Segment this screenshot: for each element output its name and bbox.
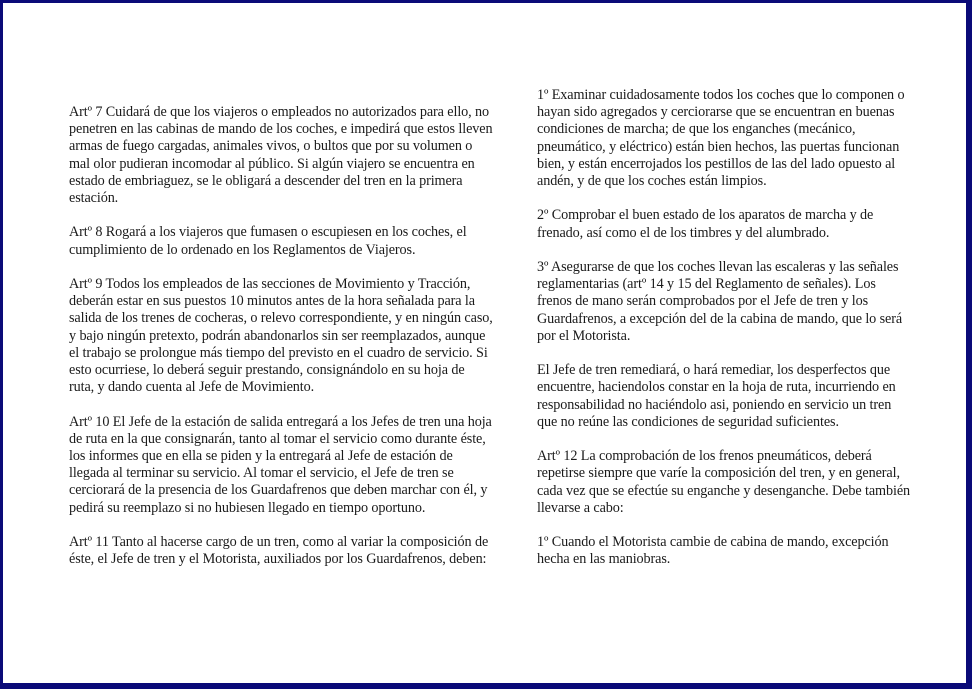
article-10-paragraph: Artº 10 El Jefe de la estación de salida entregará a los Jefes de tren una hoja de ruta en la que consignarán, tanto al tomar el servicio como durante éste, los informes que en ella se piden y la entregará al Jefe de estación de llegada al terminar su servicio. Al tomar el servicio, el Jefe de tren se cerciorará de la presencia de los Guardafrenos que deben marchar con él, y pedirá su reemplazo si no hubiesen llegado en tiempo oportuno.	[69, 413, 492, 516]
article-11-paragraph: Artº 11 Tanto al hacerse cargo de un tren, como al variar la composición de éste, el Jefe de tren y el Motorista, auxiliados por los Guardafrenos, deben:	[69, 534, 489, 568]
item-1-motorist-paragraph: 1º Cuando el Motorista cambie de cabina de mando, excepción hecha en las maniobras.	[537, 534, 889, 568]
article-12-paragraph: Artº 12 La comprobación de los frenos pneumáticos, deberá repetirse siempre que varíe la composición del tren, y en general, cada vez que se efectúe su enganche y desenganche. Debe también llevarse a cabo:	[537, 448, 911, 516]
article-9-paragraph: Artº 9 Todos los empleados de las secciones de Movimiento y Tracción, deberán estar en sus puestos 10 minutos antes de la hora señalada para la salida de los trenes de cocheras, o relevo correspondiente, y en ningún caso, y bajo ningún pretexto, podrán abandonarlos sin ser reemplazados, aunque el trabajo se prolongue más tiempo del previsto en el cuadro de servicio. Si esto ocurriese, lo deberá seguir prestando, consignándolo en su hoja de ruta, y dando cuenta al Jefe de Movimiento.	[69, 276, 493, 396]
remedy-paragraph: El Jefe de tren remediará, o hará remediar, los desperfectos que encuentre, haciendolos constar en la hoja de ruta, incurriendo en responsabilidad no haciéndolo asi, poniendo en servicio un tren que no reúne las condiciones de seguridad suficientes.	[537, 362, 896, 430]
right-text-column	[537, 87, 913, 586]
article-8-paragraph: Artº 8 Rogará a los viajeros que fumasen o escupiesen en los coches, el cumplimiento de lo ordenado en los Reglamentos de Viajeros.	[69, 224, 467, 258]
article-7-paragraph: Artº 7 Cuidará de que los viajeros o empleados no autorizados para ello, no penetren en las cabinas de mando de los coches, e impedirá que estos lleven armas de fuego cargadas, animales vivos, o bultos que por su volumen o mal olor pudieran incomodar al público. Si algún viajero se encuentra en estado de embriaguez, se le obligará a descender del tren en la primera estación.	[69, 104, 493, 207]
item-2-check-paragraph: 2º Comprobar el buen estado de los aparatos de marcha y de frenado, así como el de los timbres y del alumbrado.	[537, 207, 874, 241]
left-text-column	[69, 104, 493, 586]
item-1-examine-paragraph: 1º Examinar cuidadosamente todos los coches que lo componen o hayan sido agregados y cerciorarse que se encuentran en buenas condiciones de marcha; de que los enganches (mecánico, pneumático, y eléctrico) están bien hechos, las puertas funcionan bien, y están encerrojados los pestillos de las del lado opuesto al andén, y de que los coches están limpios.	[537, 87, 905, 190]
item-3-ensure-paragraph: 3º Asegurarse de que los coches llevan las escaleras y las señales reglamentarias (artº 14 y 15 del Reglamento de señales). Los frenos de mano serán comprobados por el Jefe de tren y los Guardafrenos, a excepción del de la cabina de mando, que lo será por el Motorista.	[537, 259, 903, 344]
